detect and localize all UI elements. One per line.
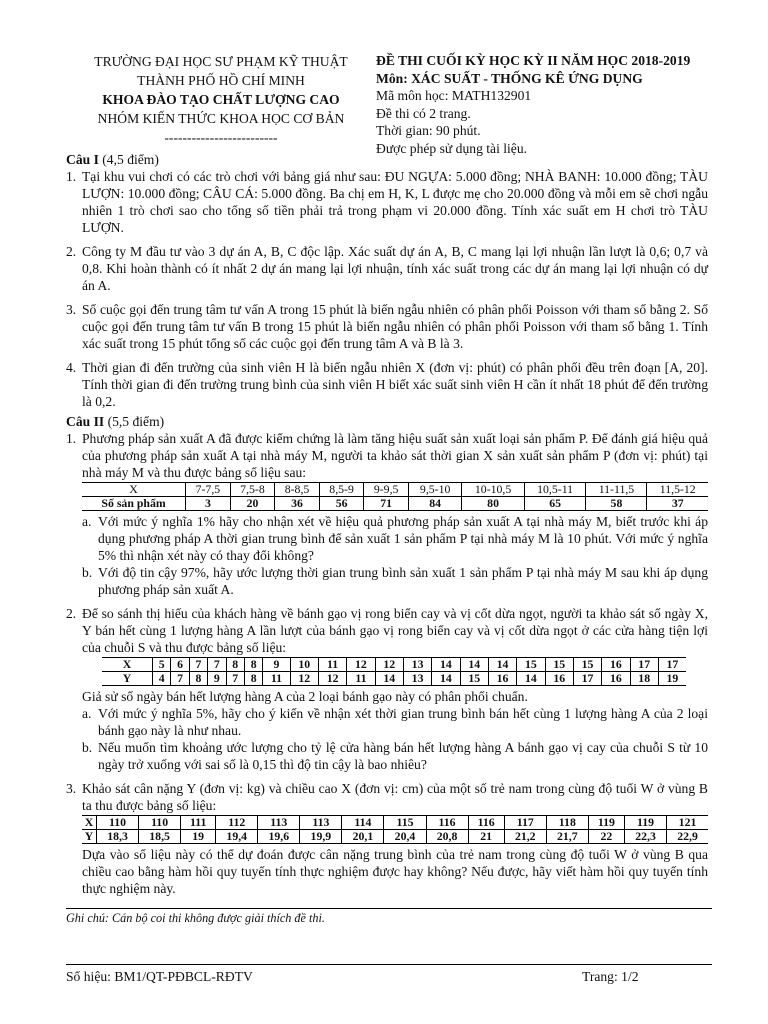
table-cell: 18,3: [97, 830, 139, 844]
table-cell: 15: [545, 658, 573, 672]
subquestion-text: Với độ tin cậy 97%, hãy ước lượng thời gian trung bình sản xuất 1 sản phẩm P tại nhà máy M sau khi áp dụng phương pháp sản xuất A.: [98, 565, 708, 597]
table-cell: 3: [186, 497, 231, 511]
subquestion-text: Nếu muốn tìm khoảng ước lượng cho tỷ lệ cửa hàng bán hết lượng hàng A bánh gạo vị cay của chuỗi S từ 10 ngày trở xuống với sai số là 0,15 thì độ tin cậy là bao nhiêu?: [98, 740, 708, 772]
table-cell: 18,5: [139, 830, 181, 844]
section1-heading: [66, 151, 708, 168]
document-code: Số hiệu: BM1/QT-PĐBCL-RĐTV: [66, 969, 253, 984]
table-cell: 12: [290, 672, 318, 686]
table-cell: 8,5-9: [319, 483, 364, 497]
table-cell: 111: [181, 816, 216, 830]
table-row-y: [102, 672, 686, 686]
table-cell: 6: [171, 658, 189, 672]
question-2-3: [66, 780, 708, 897]
table-cell: 65: [524, 497, 586, 511]
normality-note: Giả sử số ngày bán hết lượng hàng A của 2 loại bánh gạo này có phân phối chuẩn.: [82, 689, 528, 704]
table-cell: 80: [462, 497, 524, 511]
table-cell: 22: [588, 830, 624, 844]
table-cell: 10,5-11: [524, 483, 586, 497]
table-cell: 113: [300, 816, 342, 830]
table-cell: 22,3: [625, 830, 667, 844]
table-cell: 17: [630, 658, 658, 672]
question-number: 2.: [66, 244, 77, 259]
question-number: 3.: [66, 781, 77, 796]
table-cell: 116: [468, 816, 504, 830]
question-1-1: [66, 168, 708, 236]
question-number: 1.: [66, 169, 77, 184]
table-cell: 21,7: [546, 830, 588, 844]
table-cell: 20,8: [426, 830, 468, 844]
question-2-2: [66, 605, 708, 773]
note-divider: [66, 908, 712, 909]
table-cell: 9-9,5: [364, 483, 409, 497]
table-cell: 4: [153, 672, 171, 686]
table-cell: 36: [275, 497, 320, 511]
table-cell: 9,5-10: [408, 483, 461, 497]
table-cell: 14: [432, 658, 460, 672]
section2-points: (5,5 điểm): [107, 414, 165, 429]
table-cell: Số sản phẩm: [82, 497, 186, 511]
table-cell: 20,1: [342, 830, 384, 844]
table-cell: 21,2: [504, 830, 546, 844]
table-cell: 37: [647, 497, 708, 511]
question-number: 2.: [66, 606, 77, 621]
sales-days-table: [102, 657, 686, 686]
question-text: Thời gian đi đến trường của sinh viên H là biến ngẫu nhiên X (đơn vị: phút) có phân phối đều trên đoạn [A, 20]. Tính thời gian đi đến trường trung bình của sinh viên H biết xác suất sinh viên H cần ít nhất 18 phút để đến trường là 0,2.: [82, 360, 708, 409]
table-cell: 110: [97, 816, 139, 830]
table-cell: 116: [426, 816, 468, 830]
subquestion-text: Với mức ý nghĩa 5%, hãy cho ý kiến về nhận xét thời gian trung bình bán hết cùng 1 lượng hàng A của 2 loại bánh gạo này là như nhau.: [98, 706, 708, 738]
table-cell: 7: [171, 672, 189, 686]
table-cell: 12: [375, 658, 403, 672]
table-cell: 15: [460, 672, 488, 686]
table-cell: 119: [625, 816, 667, 830]
table-cell: 16: [545, 672, 573, 686]
table-cell: 19: [658, 672, 686, 686]
table-cell: 21: [468, 830, 504, 844]
table-cell: 14: [517, 672, 545, 686]
production-time-table: [82, 482, 708, 511]
city-name: THÀNH PHỐ HỒ CHÍ MINH: [137, 73, 305, 88]
table-cell: 13: [403, 672, 431, 686]
subquestion-a: [82, 513, 708, 564]
table-cell: 115: [384, 816, 426, 830]
table-cell: 117: [504, 816, 546, 830]
table-cell: 110: [139, 816, 181, 830]
table-row-x: [102, 658, 686, 672]
table-cell: 71: [364, 497, 409, 511]
question-text-after: Dựa vào số liệu này có thể dự đoán được cân nặng trung bình của trẻ nam trong cùng độ tuổi W ở vùng B qua chiều cao bằng hàm hồi quy tuyến tính thực nghiệm được hay không? Nếu được, hãy viết hàm hồi quy tuyến tính thực nghiệm này.: [82, 847, 708, 896]
question-number: 4.: [66, 360, 77, 375]
subquestion-label: b.: [82, 740, 93, 755]
table-cell: 5: [153, 658, 171, 672]
table-cell: 11: [263, 672, 290, 686]
subquestion-a: [82, 705, 708, 739]
table-cell: 121: [667, 816, 708, 830]
table-cell: 16: [488, 672, 516, 686]
table-cell: 10: [290, 658, 318, 672]
table-cell: 8: [244, 672, 262, 686]
table-cell: 114: [342, 816, 384, 830]
exam-content: [66, 151, 708, 904]
table-header-row: [82, 483, 708, 497]
section1-points: (4,5 điểm): [102, 152, 159, 167]
table-cell: 58: [586, 497, 647, 511]
duration: Thời gian: 90 phút.: [376, 123, 481, 138]
school-name: TRƯỜNG ĐẠI HỌC SƯ PHẠM KỸ THUẬT: [94, 54, 348, 69]
table-cell: 17: [573, 672, 601, 686]
table-cell: 113: [258, 816, 300, 830]
table-cell: Y: [82, 830, 97, 844]
materials-allowed: Được phép sử dụng tài liệu.: [376, 140, 528, 156]
table-cell: 11: [318, 658, 346, 672]
table-cell: 15: [573, 658, 601, 672]
page-number: Trang: 1/2: [582, 969, 639, 984]
table-cell: 8: [189, 672, 207, 686]
table-cell: 11-11,5: [586, 483, 647, 497]
table-cell: X: [82, 816, 97, 830]
table-cell: 16: [602, 658, 630, 672]
table-cell: 14: [460, 658, 488, 672]
question-number: 3.: [66, 302, 77, 317]
table-cell: X: [82, 483, 186, 497]
table-cell: 7,5-8: [230, 483, 275, 497]
subquestion-label: b.: [82, 565, 93, 580]
table-cell: 119: [588, 816, 624, 830]
table-cell: X: [102, 658, 153, 672]
subquestion-text: Với mức ý nghĩa 1% hãy cho nhận xét về hiệu quả phương pháp sản xuất A tại nhà máy M, biết trước khi áp dụng phương pháp A thời gian trung bình để sản xuất 1 sản phẩm P tại nhà máy M là 10 phút. Với mức ý nghĩa 5% thì nhận xét này có thay đổi không?: [98, 514, 708, 563]
table-cell: 19: [181, 830, 216, 844]
proctor-note: Ghi chú: Cán bộ coi thi không được giải thích đề thi.: [66, 911, 325, 925]
page-count: Đề thi có 2 trang.: [376, 105, 471, 121]
question-text: Để so sánh thị hiếu của khách hàng về bánh gạo vị rong biển cay và vị cốt dừa ngọt, người ta khảo sát số ngày X, Y bán hết cùng 1 lượng hàng A lần lượt của bánh gạo vị rong biển cay và vị cốt dừa ngọt ở các cửa hàng tiện lợi của chuỗi S và thu được bảng số liệu:: [82, 606, 708, 655]
table-cell: 19,4: [216, 830, 258, 844]
table-row-x: [82, 816, 708, 830]
table-cell: 8: [244, 658, 262, 672]
subquestion-label: a.: [82, 514, 92, 529]
question-text: Tại khu vui chơi có các trò chơi với bảng giá như sau: ĐU NGỰA: 5.000 đồng; NHÀ BANH: 10.000 đồng; TÀU LƯỢN: 10.000 đồng; CÂU CÁ: 5.000 đồng. Ba chị em H, K, L được mẹ cho 20.000 đồng và mỗi em sẽ chơi ngẫu nhiên 1 trò chơi sao cho tổng số tiền phải trả trong phạm vi 20.000 đồng. Tính xác suất em H chơi trò TÀU LƯỢN.: [82, 169, 708, 235]
subquestion-b: [82, 739, 708, 773]
group-name: NHÓM KIẾN THỨC KHOA HỌC CƠ BẢN: [97, 111, 345, 126]
table-cell: 20: [230, 497, 275, 511]
table-row-y: [82, 830, 708, 844]
table-cell: 9: [208, 672, 226, 686]
subquestion-b: [82, 564, 708, 598]
faculty-name: KHOA ĐÀO TẠO CHẤT LƯỢNG CAO: [102, 92, 340, 107]
section2-title: Câu II: [66, 414, 105, 429]
question-1-3: [66, 301, 708, 352]
subquestion-label: a.: [82, 706, 92, 721]
section1-title: Câu I: [66, 152, 99, 167]
table-cell: 19,9: [300, 830, 342, 844]
footer-divider: [66, 964, 712, 965]
table-cell: 11,5-12: [647, 483, 708, 497]
table-cell: 19,6: [258, 830, 300, 844]
table-cell: 18: [630, 672, 658, 686]
height-weight-table: [82, 815, 708, 844]
table-cell: 9: [263, 658, 290, 672]
table-cell: 22,9: [667, 830, 708, 844]
table-cell: 12: [347, 658, 375, 672]
table-cell: 14: [432, 672, 460, 686]
table-cell: 118: [546, 816, 588, 830]
exam-title: ĐỀ THI CUỐI KỲ HỌC KỲ II NĂM HỌC 2018-2019: [376, 53, 691, 68]
table-cell: 12: [318, 672, 346, 686]
question-2-1: [66, 430, 708, 598]
subject-name: Môn: XÁC SUẤT - THỐNG KÊ ỨNG DỤNG: [376, 70, 643, 86]
course-code: Mã môn học: MATH132901: [376, 88, 532, 103]
table-cell: 8-8,5: [275, 483, 320, 497]
table-cell: 20,4: [384, 830, 426, 844]
table-cell: 17: [658, 658, 686, 672]
school-header: [76, 52, 366, 147]
section2-heading: [66, 413, 708, 430]
question-text: Khảo sát cân nặng Y (đơn vị: kg) và chiều cao X (đơn vị: cm) của một số trẻ nam trong cùng độ tuổi W ở vùng B ta thu được bảng số liệu:: [82, 781, 708, 813]
question-1-4: [66, 359, 708, 410]
table-cell: 112: [216, 816, 258, 830]
exam-header: [376, 52, 756, 157]
question-text: Phương pháp sản xuất A đã được kiểm chứng là làm tăng hiệu suất sản xuất loại sản phẩm P. Để đánh giá hiệu quả của phương pháp sản xuất A tại nhà máy M, người ta khảo sát thời gian X sản xuất sản phẩm P (đơn vị: phút) tại nhà máy M và thu được bảng số liệu sau:: [82, 431, 708, 480]
header-divider: -------------------------: [164, 130, 278, 145]
table-row: [82, 497, 708, 511]
table-cell: Y: [102, 672, 153, 686]
table-cell: 7-7,5: [186, 483, 231, 497]
table-cell: 14: [488, 658, 516, 672]
table-cell: 56: [319, 497, 364, 511]
table-cell: 11: [347, 672, 375, 686]
table-cell: 7: [189, 658, 207, 672]
question-1-2: [66, 243, 708, 294]
question-text: Số cuộc gọi đến trung tâm tư vấn A trong 15 phút là biến ngẫu nhiên có phân phối Poisson với tham số bằng 2. Số cuộc gọi đến trung tâm tư vấn B trong 15 phút là biến ngẫu nhiên có phân phối Poisson với tham số bằng 1. Tính xác suất trong 15 phút tổng số các cuộc gọi đến trung tâm A và B là 3.: [82, 302, 708, 351]
table-cell: 15: [517, 658, 545, 672]
table-cell: 14: [375, 672, 403, 686]
table-cell: 13: [403, 658, 431, 672]
table-cell: 8: [226, 658, 244, 672]
table-cell: 10-10,5: [462, 483, 524, 497]
table-cell: 7: [208, 658, 226, 672]
table-cell: 84: [408, 497, 461, 511]
table-cell: 16: [602, 672, 630, 686]
table-cell: 7: [226, 672, 244, 686]
question-number: 1.: [66, 431, 77, 446]
question-text: Công ty M đầu tư vào 3 dự án A, B, C độc lập. Xác suất dự án A, B, C mang lại lợi nhuận lần lượt là 0,6; 0,7 và 0,8. Khi hoàn thành có ít nhất 2 dự án mang lại lợi nhuận, tính xác suất trong các dự án mang lại lợi nhuận có dự án A.: [82, 244, 708, 293]
